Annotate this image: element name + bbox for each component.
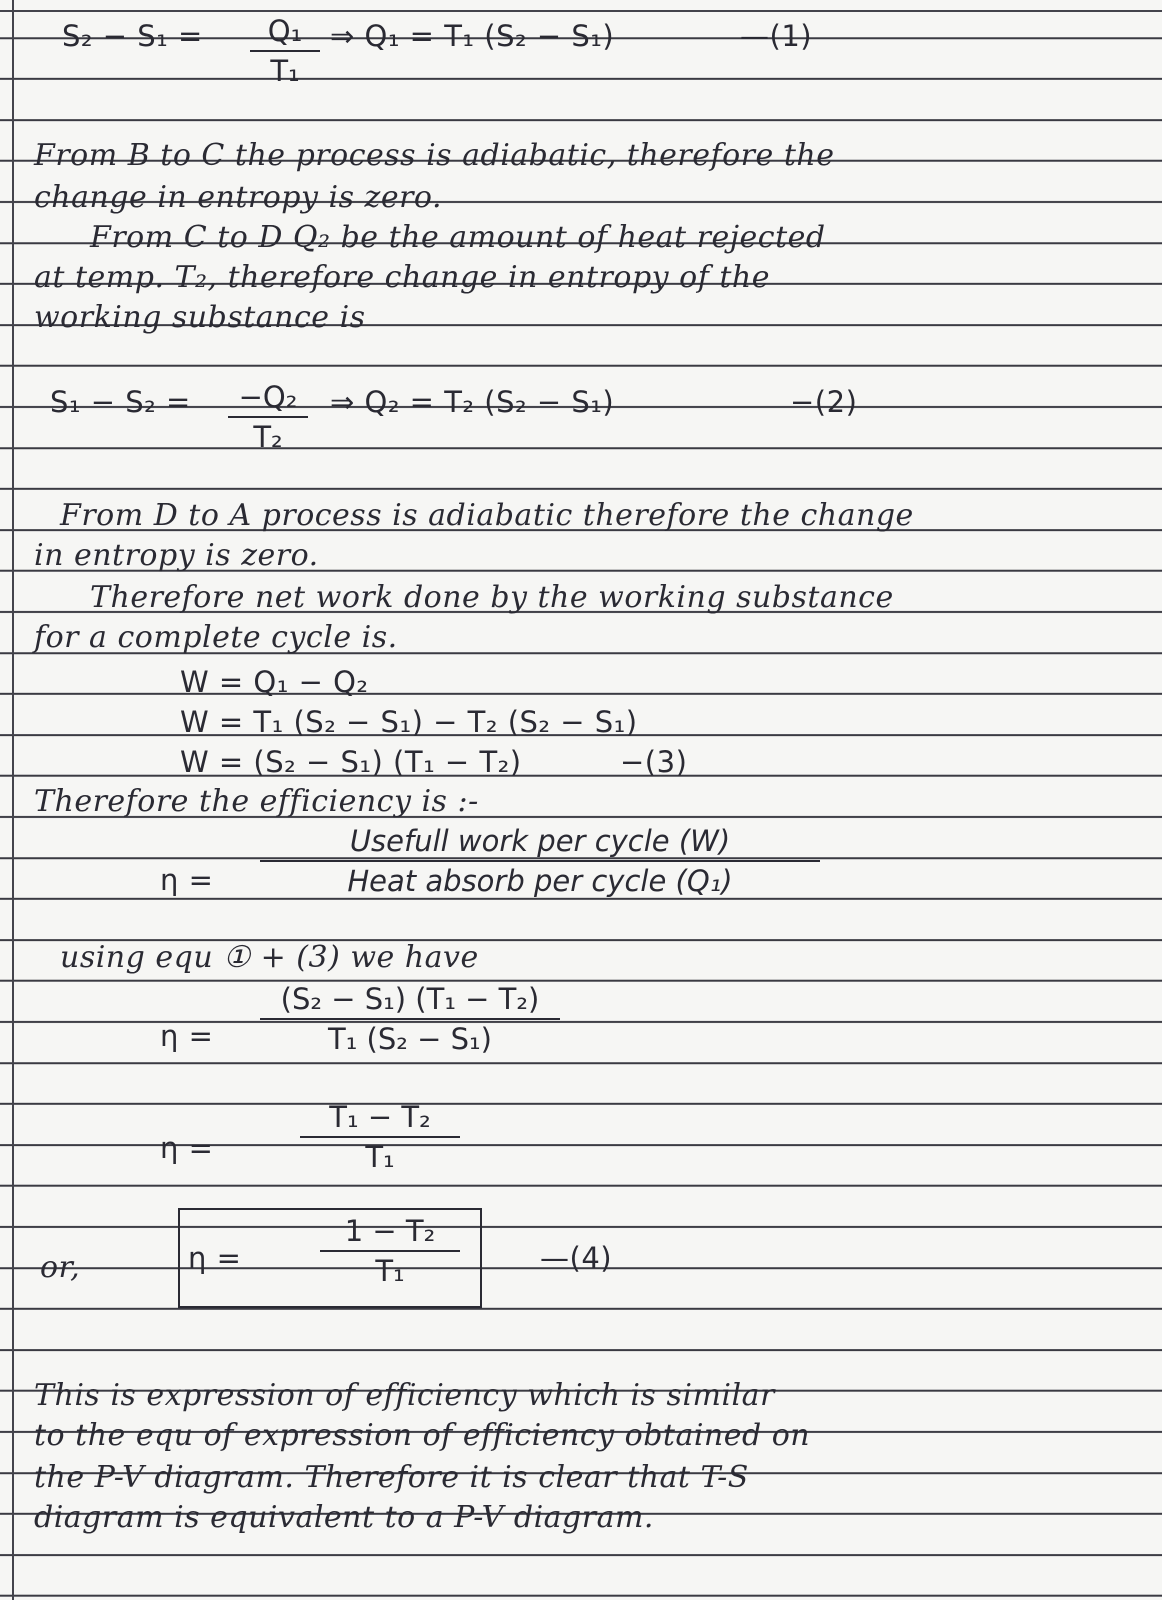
or-label: or, <box>40 1250 81 1285</box>
eq2-right: ⇒ Q₂ = T₂ (S₂ − S₁) <box>330 385 615 419</box>
eq4-left: η = <box>188 1241 242 1275</box>
margin-line <box>12 0 14 1600</box>
eff-numerator: Usefull work per cycle (W) <box>260 824 820 862</box>
text-line-21: This is expression of efficiency which is similar <box>34 1378 775 1413</box>
eq4-fraction <box>320 1214 460 1288</box>
eq1-left: S₂ − S₁ = <box>62 19 203 53</box>
eq-work-3: W = (S₂ − S₁) (T₁ − T₂) <box>180 745 522 779</box>
eq2-fraction <box>228 380 308 454</box>
eq2-denominator: T₂ <box>253 420 283 454</box>
top-rule <box>0 10 1162 12</box>
text-line-22: to the equ of expression of efficiency obtained on <box>34 1418 811 1453</box>
eq1-denominator: T₁ <box>270 54 300 88</box>
eq-work-1: W = Q₁ − Q₂ <box>180 665 369 699</box>
eq1-right: ⇒ Q₁ = T₁ (S₂ − S₁) <box>330 19 615 53</box>
text-line-3: change in entropy is zero. <box>34 180 442 215</box>
eq-eff2-numerator: (S₂ − S₁) (T₁ − T₂) <box>260 982 560 1020</box>
text-line-6: working substance is <box>34 300 366 335</box>
eq-eff3-denominator: T₁ <box>365 1140 395 1174</box>
eq-eff2-left: η = <box>160 1019 214 1053</box>
eq-eff2-fraction <box>260 982 560 1056</box>
eq4-tag: —(4) <box>540 1241 613 1275</box>
text-line-24: diagram is equivalent to a P-V diagram. <box>34 1500 654 1535</box>
eq-work-2: W = T₁ (S₂ − S₁) − T₂ (S₂ − S₁) <box>180 705 638 739</box>
eq1-fraction <box>250 14 320 88</box>
text-line-4: From C to D Q₂ be the amount of heat rejected <box>90 220 826 255</box>
text-line-23: the P-V diagram. Therefore it is clear that T-S <box>34 1460 749 1495</box>
text-line-10: Therefore net work done by the working substance <box>90 580 894 615</box>
eq4-numerator: 1 − T₂ <box>320 1214 460 1252</box>
eff-fraction <box>260 824 820 898</box>
eq1-tag: —(1) <box>740 19 813 53</box>
eq-eff2-denominator: T₁ (S₂ − S₁) <box>328 1022 492 1056</box>
eq-eff3-left: η = <box>160 1131 214 1165</box>
eq2-numerator: −Q₂ <box>228 380 308 418</box>
eq4-denominator: T₁ <box>375 1254 405 1288</box>
eq-eff3-fraction <box>300 1100 460 1174</box>
eff-denominator: Heat absorb per cycle (Q₁) <box>347 864 733 898</box>
eq1-numerator: Q₁ <box>250 14 320 52</box>
eq-eff3-numerator: T₁ − T₂ <box>300 1100 460 1138</box>
text-line-17: using equ ① + (3) we have <box>60 940 479 975</box>
text-line-15: Therefore the efficiency is :- <box>34 784 479 819</box>
text-line-2: From B to C the process is adiabatic, therefore the <box>34 138 835 173</box>
text-line-5: at temp. T₂, therefore change in entropy of the <box>34 260 770 295</box>
eq3-tag: −(3) <box>620 745 688 779</box>
eff-eq-left: η = <box>160 863 214 897</box>
text-line-11: for a complete cycle is. <box>34 620 398 655</box>
eq2-tag: −(2) <box>790 385 858 419</box>
text-line-8: From D to A process is adiabatic therefore the change <box>60 498 914 533</box>
eq2-left: S₁ − S₂ = <box>50 385 191 419</box>
text-line-9: in entropy is zero. <box>34 538 319 573</box>
